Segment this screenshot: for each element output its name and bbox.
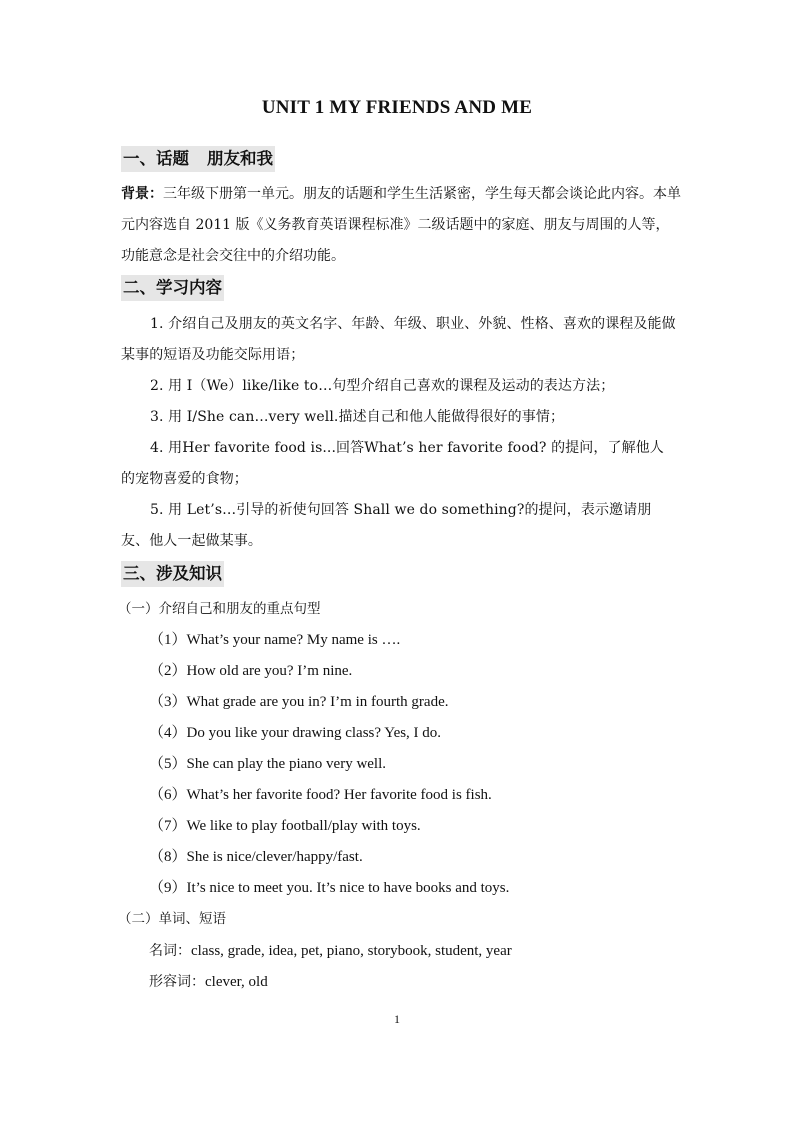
section-heading-text: 一、话题 [123,149,189,168]
background-paragraph [121,179,681,272]
section-heading-topic [121,146,275,172]
key-sentence: （6）What’s her favorite food? Her favorite food is fish. [149,787,492,803]
adjectives-label: 形容词： [149,974,205,990]
key-sentence: （9）It’s nice to meet you. It’s nice to have books and toys. [149,880,510,896]
subsection-heading-vocabulary: （二）单词、短语 [118,911,226,927]
subsection-heading-key-sentences: （一）介绍自己和朋友的重点句型 [118,601,321,617]
topic-subtitle: 朋友和我 [207,149,273,168]
key-sentence: （3）What grade are you in? I’m in fourth grade. [149,694,449,710]
learning-item: 4. 用Her favorite food is...回答What’s her favorite food? 的提问，了解他人的宠物喜爱的食物； [121,440,664,487]
learning-item: 3. 用 I/She can…very well.描述自己和他人能做得很好的事情； [150,409,565,425]
nouns-list: class, grade, idea, pet, piano, storybook, student, year [191,943,512,959]
learning-item: 2. 用 I（We）like/like to…句型介绍自己喜欢的课程及运动的表达方法； [150,378,615,394]
learning-item: 5. 用 Let’s…引导的祈使句回答 Shall we do something?的提问，表示邀请朋友、他人一起做某事。 [121,502,652,549]
adjectives-list: clever, old [205,974,268,990]
section-heading-learning-content: 二、学习内容 [121,275,224,301]
vocab-nouns [149,940,512,962]
page-number: 1 [394,1012,400,1026]
key-sentence: （1）What’s your name? My name is …. [149,632,401,648]
key-sentence: （2）How old are you? I’m nine. [149,663,353,679]
key-sentence: （8）She is nice/clever/happy/fast. [149,849,363,865]
section-heading-knowledge: 三、涉及知识 [121,561,224,587]
nouns-label: 名词： [149,943,191,959]
key-sentence: （5）She can play the piano very well. [149,756,387,772]
key-sentence: （4）Do you like your drawing class? Yes, I do. [149,725,442,741]
vocab-adjectives [149,971,268,993]
background-text: 三年级下册第一单元。朋友的话题和学生生活紧密，学生每天都会谈论此内容。本单元内容选自 2011 版《义务教育英语课程标准》二级话题中的家庭、朋友与周围的人等，功能意念是社会交往中的介绍功能。 [121,186,681,264]
key-sentence: （7）We like to play football/play with toys. [149,818,421,834]
learning-item: 1. 介绍自己及朋友的英文名字、年龄、年级、职业、外貌、性格、喜欢的课程及能做某事的短语及功能交际用语； [121,316,676,363]
unit-title: UNIT 1 MY FRIENDS AND ME [261,97,533,118]
background-label: 背景： [121,186,163,202]
